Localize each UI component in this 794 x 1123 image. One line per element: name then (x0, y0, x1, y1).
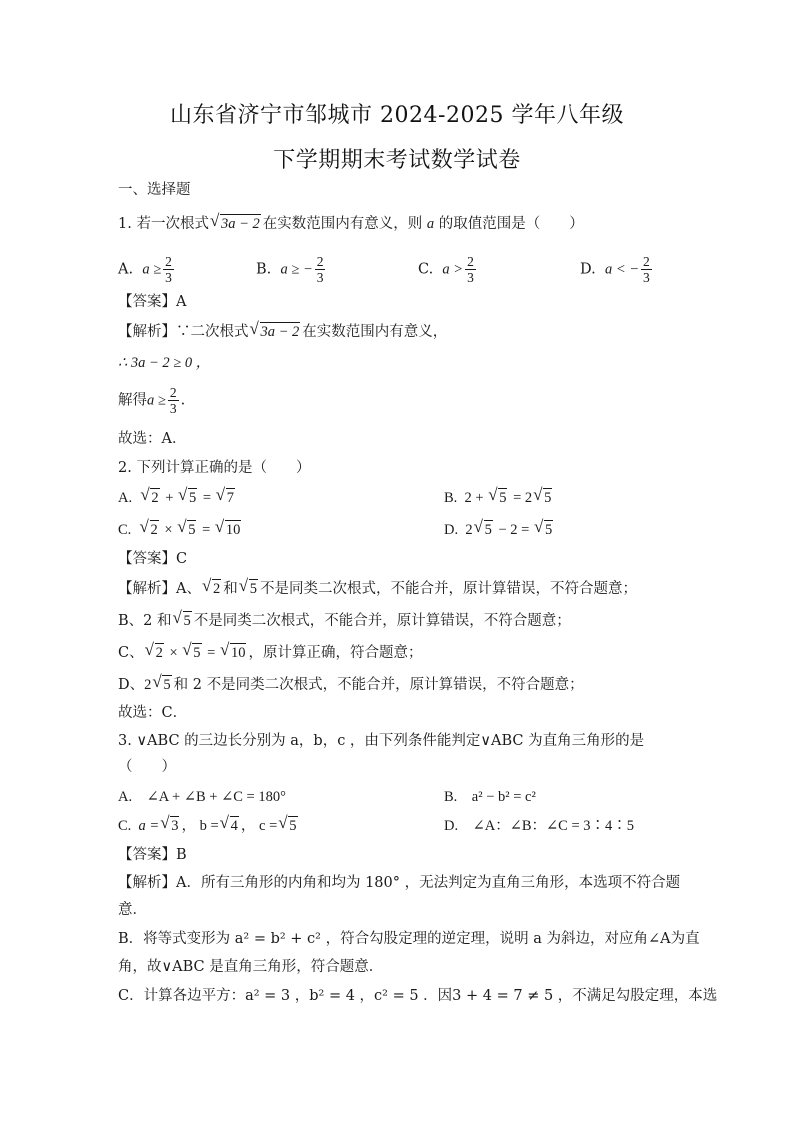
q3-analysis-a-1: 【解析】A．所有三角形的内角和均为 180° ，无法判定为直角三角形，本选项不符合题 (118, 875, 681, 891)
q1-analysis-1: 【解析】∵二次根式√ 3a − 2 在实数范围内有意义， (118, 322, 447, 342)
q2-analysis-b: B、2 和√ 5 不是同类二次根式，不能合并，原计算错误，不符合题意； (118, 611, 571, 631)
q3-stem-2: （ ） (118, 759, 176, 775)
q2-option-c: C. √ 2 × √ 5 = √ 10 (118, 520, 243, 540)
q3-analysis-b-2: 角，故∨ABC 是直角三角形，符合题意． (118, 959, 384, 975)
q2-analysis-d: D、2√ 5 和 2 不是同类二次根式，不能合并，原计算错误，不符合题意； (118, 675, 584, 695)
q3-analysis-c-1: C．计算各边平方：a² = 3 ，b² = 4 ，c² = 5 ．因3 + 4 = 7 ≠ 5 ，不满足勾股定理，本选 (118, 988, 718, 1004)
q3-answer: 【答案】B (118, 847, 187, 863)
q1-option-a: A. a ≥ $\frac{2}{3}$ (118, 254, 172, 285)
q1-answer: 【答案】A (118, 294, 187, 310)
exam-title-line-2: 下学期期末考试数学试卷 (273, 148, 521, 173)
q2-stem: 2. 下列计算正确的是（ ） (118, 460, 311, 476)
q1-analysis-2: ∴ 3a − 2 ≥ 0 ， (118, 355, 211, 371)
q2-conclusion: 故选：C． (118, 705, 188, 721)
q2-option-a: A. √ 2 + √ 5 = √ 7 (118, 488, 237, 508)
q2-option-b: B. 2 + √ 5 = 2√ 5 (444, 488, 554, 508)
q1-option-c: C. a > $\frac{2}{3}$ (418, 254, 474, 285)
q3-option-d: D. ∠A：∠B：∠C = 3∶4∶5 (444, 818, 635, 834)
section-heading: 一、选择题 (118, 182, 191, 198)
q2-analysis-c: C、√ 2 × √ 5 = √ 10 ，原计算正确，符合题意； (118, 643, 422, 663)
q3-option-b: B. a² − b² = c² (444, 789, 536, 805)
q2-option-d: D. 2√ 5 − 2 = √ 5 (444, 520, 555, 540)
q3-option-c: C. a =√ 3 ， b =√ 4 ， c =√ 5 (118, 816, 300, 836)
q1-option-b: B. a ≥ − $\frac{2}{3}$ (256, 254, 324, 285)
q1-stem: 1. 若一次根式√ 3a − 2 在实数范围内有意义，则 a 的取值范围是（ ） (118, 214, 584, 234)
q3-stem-1: 3. ∨ABC 的三边长分别为 a，b，c ，由下列条件能判定∨ABC 为直角三角形的是 (118, 733, 645, 749)
q2-analysis-a: 【解析】A、√ 2 和√ 5 不是同类二次根式，不能合并，原计算错误，不符合题意； (118, 579, 637, 599)
q2-answer: 【答案】C (118, 551, 188, 567)
q1-analysis-3: 解得a ≥ $\frac{2}{3}$ . (118, 385, 186, 416)
exam-title-line-1: 山东省济宁市邹城市 2024-2025 学年八年级 (170, 103, 624, 128)
q1-conclusion: 故选：A． (118, 431, 187, 447)
q3-analysis-a-2: 意． (118, 902, 147, 918)
q1-option-d: D. a < − $\frac{2}{3}$ (580, 254, 650, 285)
q3-option-a: A. ∠A + ∠B + ∠C = 180° (118, 789, 286, 805)
q1-radical: √ 3a − 2 (211, 214, 261, 234)
q3-analysis-b-1: B．将等式变形为 a² = b² + c² ，符合勾股定理的逆定理，说明 a 为斜边，对应角∠A为直 (118, 931, 700, 947)
